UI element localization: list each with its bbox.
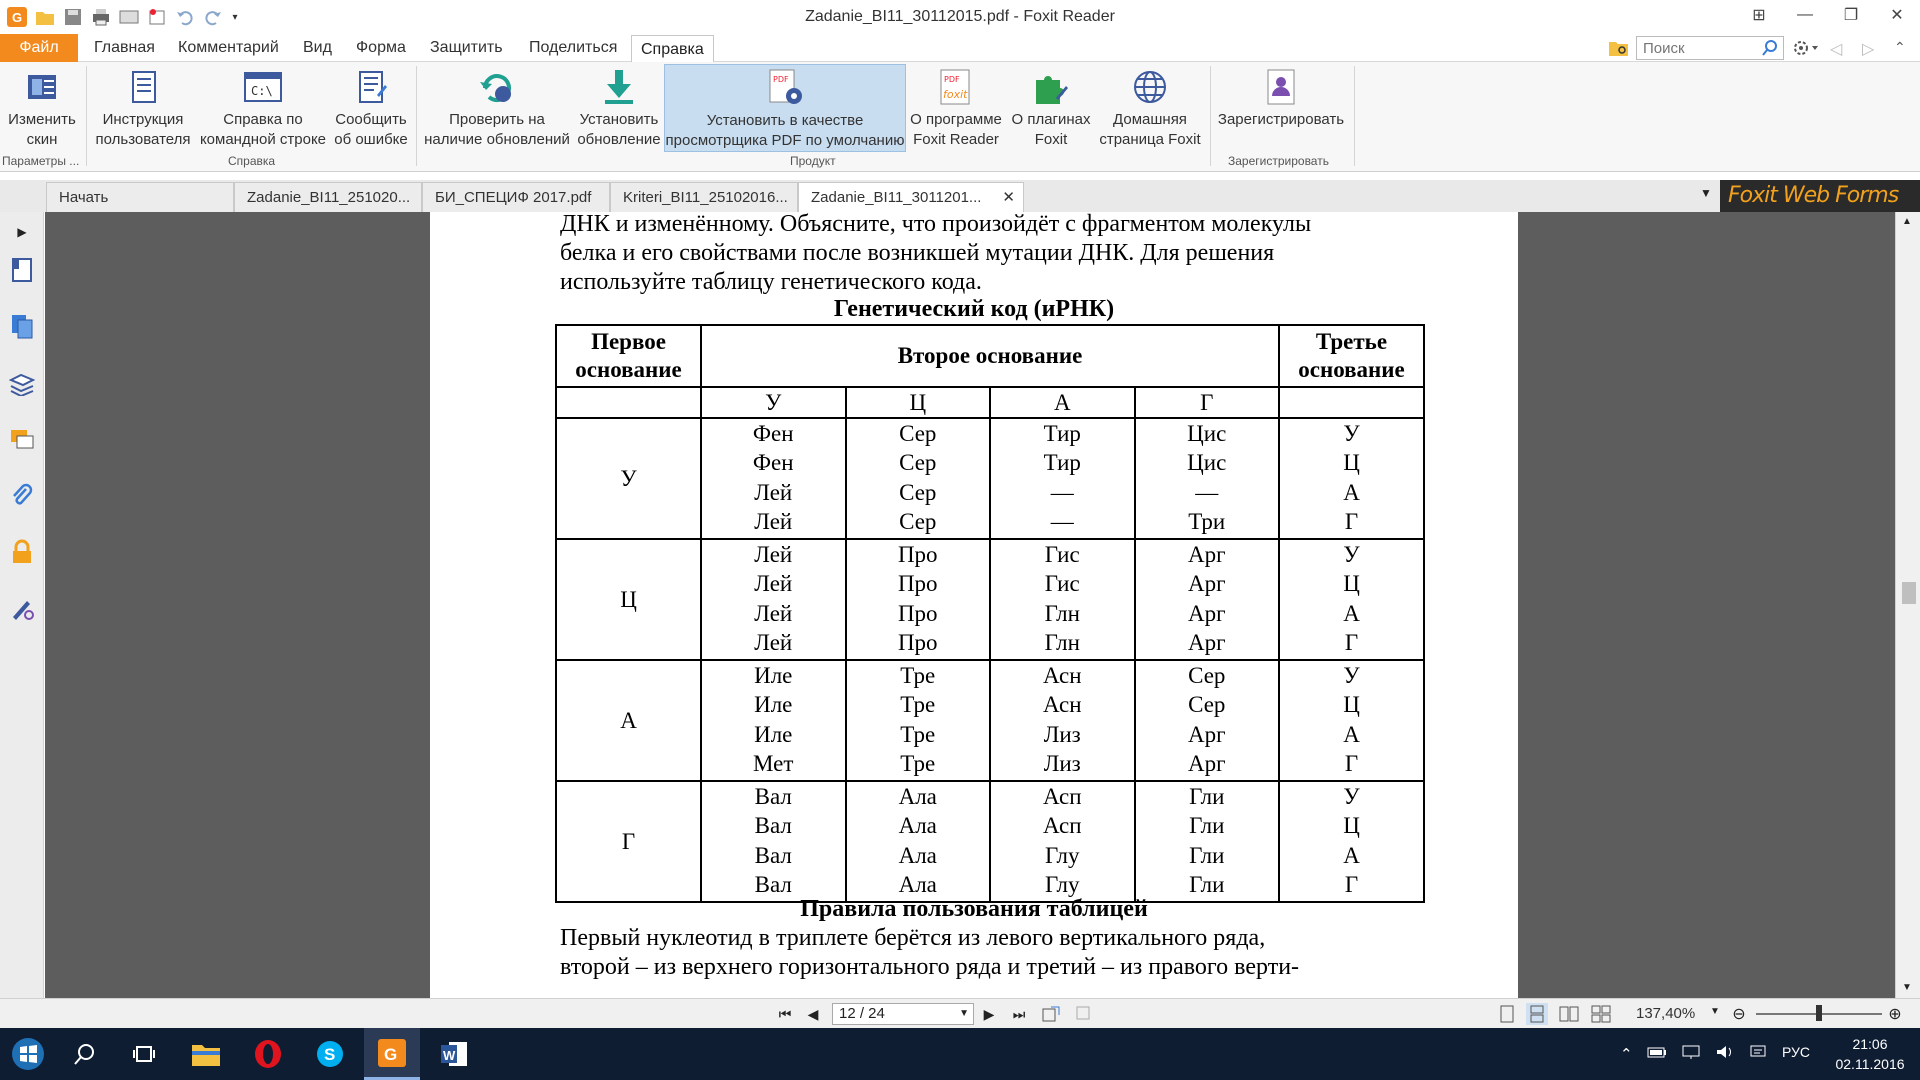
group-label-options: Параметры ... <box>2 154 80 168</box>
next-page-icon[interactable]: ▶ <box>983 1005 995 1022</box>
amino-acid: Глу <box>1044 871 1080 897</box>
skin-icon <box>2 64 82 110</box>
customize-dropdown-icon[interactable]: ▾ <box>232 11 238 23</box>
close-button[interactable]: ✕ <box>1890 7 1904 24</box>
tab-close-icon[interactable]: ✕ <box>1002 189 1015 206</box>
ribbon-toolbar <box>0 62 1920 172</box>
amino-acid: Тре <box>900 721 936 747</box>
intro-line-1: ДНК и изменённому. Объясните, что произойдёт с фрагментом молекулы <box>560 212 1312 237</box>
attachments-paperclip-icon[interactable] <box>8 482 36 510</box>
amino-acid: Арг <box>1187 750 1226 776</box>
notifications-icon[interactable] <box>1749 1044 1767 1064</box>
minimize-button[interactable]: — <box>1797 6 1813 23</box>
document-tab-bar <box>0 180 1920 212</box>
ribbon-separator <box>86 66 87 166</box>
amino-acid: Глу <box>1044 842 1080 868</box>
previous-view-icon[interactable] <box>1040 1003 1062 1025</box>
amino-acid: Иле <box>754 721 793 747</box>
menu-tab-home[interactable]: Главная <box>94 39 155 56</box>
intro-line-2: белка и его свойствами после возникшей мутации ДНК. Для решения <box>560 240 1275 266</box>
third-base: Ц <box>1343 813 1360 839</box>
change-skin-button[interactable]: Изменить скин <box>2 64 82 152</box>
security-lock-icon[interactable] <box>8 538 36 566</box>
maximize-button[interactable]: ❐ <box>1843 7 1859 24</box>
menu-bar <box>0 34 1920 62</box>
third-base-column <box>1279 539 1424 660</box>
opera-browser-icon[interactable] <box>240 1028 296 1080</box>
zoom-slider-knob[interactable] <box>1816 1005 1822 1021</box>
menu-tab-comment[interactable]: Комментарий <box>178 39 279 56</box>
amino-acid-column <box>846 539 991 660</box>
windows-taskbar <box>0 1028 1920 1080</box>
amino-acid: — <box>1050 479 1074 505</box>
collapse-ribbon-icon[interactable]: ⌃ <box>1894 39 1906 55</box>
empty-cell <box>1279 387 1424 418</box>
third-base-column <box>1279 660 1424 781</box>
svg-text:G: G <box>12 10 23 25</box>
third-base: У <box>1343 542 1360 567</box>
amino-acid: Ала <box>898 871 937 897</box>
system-tray <box>1620 1028 1767 1080</box>
nav-forward-icon[interactable]: ▷ <box>1862 41 1875 58</box>
search-icon[interactable] <box>1761 39 1779 61</box>
amino-acid: Сер <box>899 421 937 446</box>
manual-icon <box>92 64 194 110</box>
header-first-base: Первое основание <box>556 325 701 387</box>
amino-acid: Лей <box>754 571 793 597</box>
tab-bi-specif-2017[interactable]: БИ_СПЕЦИФ 2017.pdf <box>422 182 610 212</box>
amino-acid: Гли <box>1189 871 1225 897</box>
start-button[interactable] <box>0 1028 56 1080</box>
amino-acid: Глн <box>1044 600 1080 626</box>
amino-acid: Про <box>897 600 938 626</box>
third-base-column <box>1279 781 1424 902</box>
zoom-out-icon[interactable]: ⊖ <box>1732 1006 1746 1023</box>
globe-icon <box>1096 64 1204 110</box>
empty-cell <box>556 387 701 418</box>
volume-icon[interactable] <box>1715 1044 1735 1064</box>
single-page-view-icon[interactable] <box>1496 1003 1518 1025</box>
menu-tab-form[interactable]: Форма <box>356 39 406 56</box>
amino-acid-column <box>846 660 991 781</box>
rules-title: Правила пользования таблицей <box>800 896 1148 922</box>
command-line-help-button[interactable]: C:\ Справка по командной строке <box>198 64 328 152</box>
first-base-cell: Г <box>556 781 701 902</box>
third-base: У <box>1343 421 1360 446</box>
about-foxit-reader-button[interactable]: PDF foxit О программе Foxit Reader <box>906 64 1006 152</box>
amino-acid-column <box>990 781 1135 902</box>
third-base: А <box>1343 721 1360 747</box>
ribbon-display-options-icon[interactable]: ⊞ <box>1752 7 1766 24</box>
amino-acid: Три <box>1188 508 1226 534</box>
amino-acid: Гли <box>1189 813 1225 839</box>
amino-acid: Гли <box>1189 842 1225 868</box>
amino-acid: Вал <box>754 813 792 839</box>
search-taskbar-icon[interactable] <box>56 1028 112 1080</box>
amino-acid: Глн <box>1044 629 1080 655</box>
amino-acid: Тир <box>1043 421 1081 446</box>
third-base: А <box>1343 600 1360 626</box>
comments-icon[interactable] <box>8 426 36 454</box>
amino-acid: Арг <box>1187 571 1226 597</box>
amino-acid-column <box>701 781 846 902</box>
check-updates-button[interactable]: Проверить на наличие обновлений <box>422 64 572 152</box>
codon-group-row <box>556 418 1424 539</box>
tab-kriteri-25102016[interactable]: Kriteri_BI11_25102016... <box>610 182 798 212</box>
genetic-code-table <box>555 324 1425 903</box>
amino-acid: Арг <box>1187 600 1226 626</box>
layers-icon[interactable] <box>8 370 36 398</box>
amino-acid: Асп <box>1042 813 1082 839</box>
amino-acid: Фен <box>752 450 794 476</box>
amino-acid: Гли <box>1189 784 1225 809</box>
foxit-reader-taskbar-icon[interactable] <box>364 1028 420 1080</box>
window-controls <box>1736 0 1920 30</box>
amino-acid: Гис <box>1044 542 1080 567</box>
amino-acid-column <box>846 781 991 902</box>
second-base-a: А <box>990 387 1135 418</box>
tab-start[interactable]: Начать <box>46 182 234 212</box>
amino-acid: Сер <box>1188 663 1226 688</box>
second-base-c: Ц <box>846 387 991 418</box>
last-page-icon[interactable]: ⏭ <box>1012 1005 1026 1022</box>
header-second-base: Второе основание <box>701 325 1279 387</box>
ribbon-separator <box>1354 66 1355 166</box>
amino-acid: Тре <box>900 750 936 776</box>
menu-tab-view[interactable]: Вид <box>303 39 332 56</box>
menu-tab-help[interactable]: Справка <box>631 35 714 63</box>
tray-overflow-icon[interactable]: ⌃ <box>1620 1046 1633 1063</box>
third-base: Ц <box>1343 571 1360 597</box>
amino-acid: Цис <box>1187 450 1227 476</box>
report-icon <box>330 64 412 110</box>
amino-acid-column <box>846 418 991 539</box>
scroll-up-icon[interactable]: ▲ <box>1902 216 1912 227</box>
first-base-cell: А <box>556 660 701 781</box>
tab-list-dropdown-icon[interactable]: ▼ <box>1700 186 1712 200</box>
amino-acid: Асп <box>1042 784 1082 809</box>
install-update-button[interactable]: Установить обновление <box>574 64 664 152</box>
input-language[interactable]: РУС <box>1782 1044 1811 1060</box>
title-bar <box>0 0 1920 34</box>
amino-acid: Арг <box>1187 542 1226 567</box>
amino-acid: Вал <box>754 871 792 897</box>
amino-acid-column <box>1135 781 1280 902</box>
amino-acid: Мет <box>753 750 794 776</box>
search-box[interactable] <box>1636 36 1784 60</box>
amino-acid: Арг <box>1187 721 1226 747</box>
menu-file[interactable]: Файл <box>0 34 78 62</box>
amino-acid-column <box>1135 418 1280 539</box>
first-base-cell: У <box>556 418 701 539</box>
third-base: Г <box>1344 508 1359 534</box>
bookmarks-icon[interactable] <box>8 256 36 284</box>
previous-page-icon[interactable]: ◀ <box>807 1005 819 1022</box>
rules-line-1: Первый нуклеотид в триплете берётся из левого вертикального ряда, <box>560 925 1266 951</box>
zoom-in-icon[interactable]: ⊕ <box>1888 1006 1902 1023</box>
third-base: Ц <box>1343 450 1360 476</box>
amino-acid: Тре <box>900 663 936 688</box>
group-label-product: Продукт <box>790 154 836 168</box>
amino-acid: Лей <box>754 542 793 567</box>
set-default-viewer-button[interactable]: PDF Установить в качестве просмотрщика PDF по умолчанию <box>664 64 906 152</box>
nav-back-icon[interactable]: ◁ <box>1830 41 1843 58</box>
svg-text:foxit: foxit <box>943 88 968 101</box>
word-icon[interactable] <box>426 1028 482 1080</box>
amino-acid: Лиз <box>1043 721 1081 747</box>
svg-text:S: S <box>324 1045 336 1064</box>
check-updates-icon <box>422 64 572 110</box>
plugin-puzzle-icon <box>1008 64 1094 110</box>
amino-acid: Вал <box>754 842 792 868</box>
amino-acid: — <box>1195 479 1219 505</box>
tab-zadanie-3011201[interactable] <box>798 182 1024 212</box>
amino-acid: Вал <box>754 784 792 809</box>
intro-line-3: используйте таблицу генетического кода. <box>560 269 982 295</box>
scroll-down-icon[interactable]: ▼ <box>1902 982 1912 993</box>
amino-acid: Цис <box>1187 421 1227 446</box>
default-viewer-icon <box>665 65 905 111</box>
about-plugins-button[interactable]: О плагинах Foxit <box>1008 64 1094 152</box>
amino-acid: Сер <box>899 450 937 476</box>
ribbon-separator <box>416 66 417 166</box>
expand-panel-icon[interactable]: ▶ <box>17 225 27 239</box>
third-base: У <box>1343 663 1360 688</box>
third-base-column <box>1279 418 1424 539</box>
amino-acid: Лиз <box>1043 750 1081 776</box>
third-base: Г <box>1344 750 1359 776</box>
amino-acid: Тре <box>900 692 936 718</box>
skype-icon[interactable] <box>302 1028 358 1080</box>
battery-icon[interactable] <box>1647 1045 1667 1063</box>
next-view-icon[interactable] <box>1072 1003 1094 1025</box>
first-base-cell: Ц <box>556 539 701 660</box>
third-base: У <box>1343 784 1360 809</box>
third-base: Г <box>1344 871 1359 897</box>
amino-acid-column <box>701 539 846 660</box>
pages-thumbnails-icon[interactable] <box>8 312 36 340</box>
codon-group-row <box>556 781 1424 902</box>
amino-acid: — <box>1050 508 1074 534</box>
second-base-u: У <box>701 387 846 418</box>
third-base: Ц <box>1343 692 1360 718</box>
amino-acid: Асн <box>1042 692 1082 718</box>
signature-icon[interactable] <box>8 594 36 622</box>
vertical-scrollbar[interactable] <box>1895 212 1920 998</box>
window-title: Zadanie_BI11_30112015.pdf - Foxit Reader <box>805 8 1115 25</box>
codon-group-row <box>556 539 1424 660</box>
third-base: А <box>1343 479 1360 505</box>
amino-acid: Про <box>897 571 938 597</box>
amino-acid-column <box>701 660 846 781</box>
amino-acid: Про <box>897 629 938 655</box>
pdf-page <box>430 212 1518 998</box>
continuous-facing-view-icon[interactable] <box>1590 1003 1612 1025</box>
clock[interactable] <box>1828 1034 1912 1074</box>
amino-acid-column <box>990 418 1135 539</box>
ribbon-separator <box>1210 66 1211 166</box>
amino-acid: Сер <box>1188 692 1226 718</box>
amino-acid: Сер <box>899 508 937 534</box>
settings-gear-icon[interactable] <box>1792 38 1820 62</box>
svg-text:PDF: PDF <box>773 75 789 84</box>
amino-acid: Фен <box>752 421 794 446</box>
amino-acid-column <box>990 660 1135 781</box>
zoom-level[interactable]: 137,40% <box>1636 1005 1696 1022</box>
amino-acid: Асн <box>1042 663 1082 688</box>
amino-acid: Лей <box>754 629 793 655</box>
svg-text:G: G <box>384 1044 398 1064</box>
amino-acid: Лей <box>754 600 793 626</box>
task-view-icon[interactable] <box>116 1028 172 1080</box>
page-number-value: 12 / 24 <box>839 1005 885 1022</box>
second-base-g: Г <box>1135 387 1280 418</box>
clock-time: 21:06 <box>1852 1036 1888 1052</box>
document-workspace[interactable] <box>45 212 1895 998</box>
amino-acid: Ала <box>898 784 937 809</box>
facing-view-icon[interactable] <box>1558 1003 1580 1025</box>
menu-tab-protect[interactable]: Защитить <box>430 39 503 56</box>
amino-acid: Сер <box>899 479 937 505</box>
foxit-web-forms-ad-banner[interactable]: Foxit Web Forms <box>1720 180 1920 212</box>
register-button[interactable]: Зарегистрировать <box>1216 64 1346 152</box>
scrollbar-thumb[interactable] <box>1902 582 1916 604</box>
amino-acid-column <box>1135 539 1280 660</box>
clock-date: 02.11.2016 <box>1835 1056 1905 1072</box>
amino-acid: Иле <box>754 663 793 688</box>
zoom-dropdown-icon[interactable]: ▼ <box>1710 1006 1720 1017</box>
rules-line-2: второй – из верхнего горизонтального ряда и третий – из правого верти- <box>560 954 1300 980</box>
user-manual-button[interactable]: Инструкция пользователя <box>92 64 194 152</box>
amino-acid: Про <box>897 542 938 567</box>
search-input[interactable] <box>1637 37 1757 59</box>
amino-acid-column <box>990 539 1135 660</box>
amino-acid-column <box>1135 660 1280 781</box>
foxit-home-page-button[interactable]: Домашняя страница Foxit <box>1096 64 1204 152</box>
network-icon[interactable] <box>1681 1044 1701 1064</box>
status-bar <box>0 998 1920 1028</box>
table-title: Генетический код (иРНК) <box>833 296 1115 322</box>
group-label-help: Справка <box>228 154 276 168</box>
left-navigation-panel <box>0 212 44 998</box>
register-user-icon <box>1216 64 1346 110</box>
download-icon <box>574 64 664 110</box>
amino-acid-column <box>701 418 846 539</box>
tab-zadanie-251020[interactable]: Zadanie_BI11_251020... <box>234 182 422 212</box>
svg-text:C:\: C:\ <box>251 84 273 98</box>
amino-acid: Ала <box>898 842 937 868</box>
continuous-view-icon[interactable] <box>1526 1003 1548 1025</box>
amino-acid: Иле <box>754 692 793 718</box>
command-line-icon <box>198 64 328 110</box>
first-page-icon[interactable]: ⏮ <box>778 1005 792 1022</box>
amino-acid: Лей <box>754 508 793 534</box>
group-label-register: Зарегистрировать <box>1228 154 1329 168</box>
tab-label: Zadanie_BI11_3011201... <box>811 189 982 206</box>
foxit-about-icon <box>906 64 1006 110</box>
amino-acid: Гис <box>1044 571 1080 597</box>
menu-tab-share[interactable]: Поделиться <box>529 39 618 56</box>
find-folder-icon[interactable] <box>1608 38 1630 62</box>
page-number-field[interactable] <box>832 1003 974 1025</box>
codon-group-row <box>556 660 1424 781</box>
file-explorer-icon[interactable] <box>178 1028 234 1080</box>
svg-text:PDF: PDF <box>944 75 960 84</box>
amino-acid: Ала <box>898 813 937 839</box>
header-third-base: Третье основание <box>1279 325 1424 387</box>
amino-acid: Тир <box>1043 450 1081 476</box>
amino-acid: Арг <box>1187 629 1226 655</box>
third-base: Г <box>1344 629 1359 655</box>
third-base: А <box>1343 842 1360 868</box>
page-dropdown-icon[interactable]: ▼ <box>959 1008 969 1019</box>
amino-acid: Лей <box>754 479 793 505</box>
report-bug-button[interactable]: Сообщить об ошибке <box>330 64 412 152</box>
svg-text:W: W <box>443 1048 456 1063</box>
